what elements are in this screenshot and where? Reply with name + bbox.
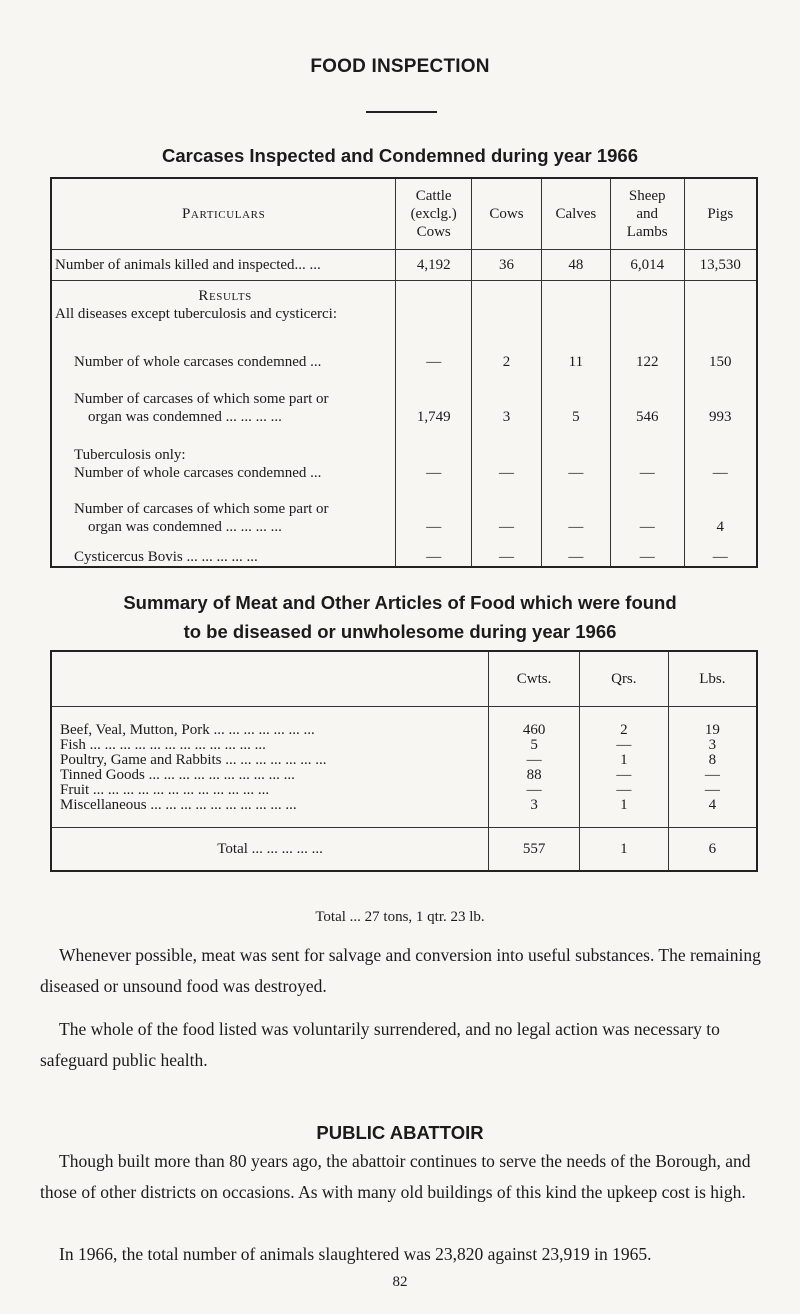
cell: —: [704, 782, 720, 798]
cell: 8: [708, 752, 717, 768]
cell: 557: [489, 828, 580, 872]
row-label-line2: organ was condemned ... ... ... ...: [88, 519, 282, 535]
cell: —: [396, 426, 472, 482]
cell: 19: [704, 722, 720, 738]
cell: —: [704, 767, 720, 783]
item-label: Tinned Goods ... ... ... ... ... ... ... ... ... ...: [60, 767, 295, 783]
item-label: Fish ... ... ... ... ... ... ... ... ... ... ... ...: [60, 737, 266, 753]
cell: —: [541, 482, 610, 536]
row-label: Number of whole carcases condemned ...: [74, 354, 322, 370]
cell: 36: [472, 250, 542, 281]
cell: —: [616, 782, 632, 798]
cell: —: [526, 782, 542, 798]
cell: —: [472, 426, 542, 482]
summary-total-row: [51, 828, 757, 872]
cell: 5: [541, 371, 610, 426]
item-label: Miscellaneous ... ... ... ... ... ... ... ... ... ...: [60, 797, 297, 813]
summary-items: [51, 707, 757, 828]
row-label-line1: Number of carcases of which some part or: [74, 501, 329, 517]
cell: —: [541, 536, 610, 567]
row-label-line2: organ was condemned ... ... ... ...: [88, 409, 282, 425]
row-killed: [51, 250, 757, 281]
item-label: Poultry, Game and Rabbits ... ... ... ... ... ... ...: [60, 752, 327, 768]
page-number: 82: [392, 1274, 408, 1290]
cell: —: [526, 752, 542, 768]
cell: —: [396, 482, 472, 536]
row-results-heading: [51, 281, 757, 338]
cell: 3: [472, 371, 542, 426]
cell: 460: [522, 722, 546, 738]
cell: 6: [668, 828, 757, 872]
summary-heading-line2: to be diseased or unwholesome during year 1966: [183, 621, 617, 642]
row-cysticercus: [51, 536, 757, 567]
cell: 4: [684, 482, 757, 536]
col-cattle: Cattle (exclg.) Cows: [396, 178, 472, 250]
row-label: Number of animals killed and inspected... ...: [51, 250, 396, 281]
cell: —: [610, 536, 684, 567]
cell: 150: [684, 337, 757, 371]
cell: —: [610, 482, 684, 536]
cell: —: [684, 426, 757, 482]
row-tb-whole: [51, 426, 757, 482]
cell: 4: [708, 797, 717, 813]
cell: 1: [620, 752, 628, 768]
cell: —: [616, 737, 632, 753]
cell: 1: [579, 828, 668, 872]
cell: 6,014: [610, 250, 684, 281]
col-particulars: Particulars: [51, 178, 396, 250]
carcases-heading: Carcases Inspected and Condemned during year 1966: [161, 145, 639, 166]
cell: —: [472, 536, 542, 567]
row-whole-condemned: [51, 337, 757, 371]
row-label-line1: Number of carcases of which some part or: [74, 391, 329, 407]
col-lbs: Lbs.: [668, 651, 757, 707]
results-subheading: All diseases except tuberculosis and cysticerci:: [55, 306, 337, 322]
cell: —: [616, 767, 632, 783]
abattoir-heading: PUBLIC ABATTOIR: [316, 1122, 484, 1143]
col-cows: Cows: [472, 178, 542, 250]
cell: 546: [610, 371, 684, 426]
row-tb-part: [51, 482, 757, 536]
cell: 13,530: [684, 250, 757, 281]
col-cwts: Cwts.: [489, 651, 580, 707]
item-label: Beef, Veal, Mutton, Pork ... ... ... ... ... ... ...: [60, 722, 315, 738]
cell: —: [396, 337, 472, 371]
cell: 3: [708, 737, 717, 753]
cell: 5: [530, 737, 538, 753]
tb-heading: Tuberculosis only:: [74, 447, 186, 463]
total-tons-line: Total ... 27 tons, 1 qtr. 23 lb.: [315, 909, 485, 925]
cell: 993: [684, 371, 757, 426]
col-sheep: Sheep and Lambs: [610, 178, 684, 250]
cell: —: [541, 426, 610, 482]
summary-heading-line1: Summary of Meat and Other Articles of Food which were found: [123, 592, 677, 613]
cell: —: [684, 536, 757, 567]
cell: 88: [526, 767, 542, 783]
cell: —: [396, 536, 472, 567]
cell: 4,192: [396, 250, 472, 281]
cell: 1,749: [396, 371, 472, 426]
col-calves: Calves: [541, 178, 610, 250]
salvage-paragraph: Whenever possible, meat was sent for salvage and conversion into useful substances. The remaining diseased or unsound food was destroyed.: [40, 945, 761, 996]
item-label: Fruit ... ... ... ... ... ... ... ... ... ... ... ...: [60, 782, 270, 798]
cell: 122: [610, 337, 684, 371]
abattoir-paragraph: Though built more than 80 years ago, the abattoir continues to serve the needs of the Borough, and those of other districts on occasions. As with many old buildings of this kind the upkeep cost is high.: [40, 1151, 751, 1202]
cell: —: [472, 482, 542, 536]
cell: 2: [472, 337, 542, 371]
cell: 11: [541, 337, 610, 371]
row-label: Number of whole carcases condemned ...: [74, 465, 322, 481]
cell: 3: [530, 797, 538, 813]
title-divider: [366, 111, 437, 113]
col-pigs: Pigs: [684, 178, 757, 250]
carcases-table: [50, 177, 758, 568]
cell: —: [610, 426, 684, 482]
results-heading: Results: [198, 288, 252, 304]
cell: 1: [620, 797, 628, 813]
page-title: FOOD INSPECTION: [310, 56, 490, 77]
summary-table: [50, 650, 758, 872]
total-label: Total ... ... ... ... ...: [217, 840, 323, 857]
row-part-condemned: [51, 371, 757, 426]
surrender-paragraph: The whole of the food listed was voluntarily surrendered, and no legal action was necessary to safeguard public health.: [40, 1019, 720, 1070]
row-label: Cysticercus Bovis ... ... ... ... ...: [74, 549, 258, 565]
cell: 48: [541, 250, 610, 281]
slaughter-paragraph: In 1966, the total number of animals slaughtered was 23,820 against 23,919 in 1965.: [59, 1244, 652, 1264]
col-qrs: Qrs.: [579, 651, 668, 707]
cell: 2: [620, 722, 628, 738]
